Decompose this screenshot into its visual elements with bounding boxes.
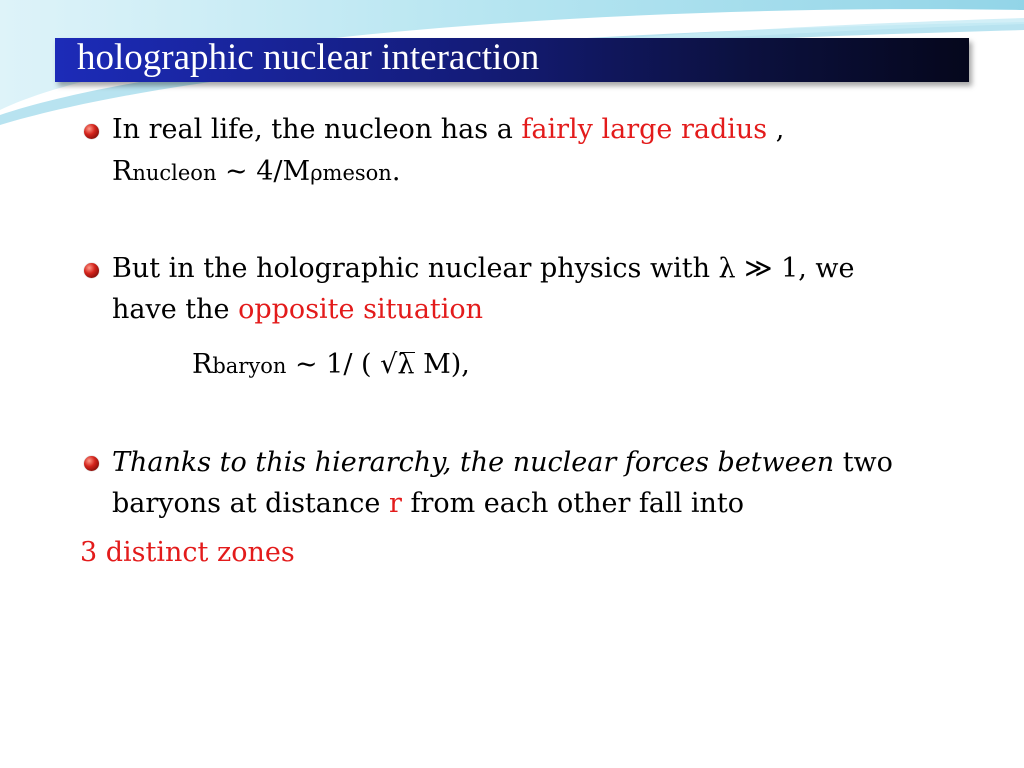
sqrt-lambda: [380, 349, 414, 381]
bullet3-text: two: [834, 447, 893, 478]
bullet2-line1: But in the holographic nuclear physics with λ ≫ 1, we: [112, 253, 855, 284]
bullet3-italic-text: Thanks to this hierarchy, the nuclear forces between: [112, 447, 835, 478]
bullet1-text: In real life, the nucleon has a: [112, 114, 522, 145]
bullet1-comma: ,: [767, 114, 785, 145]
bullet2-line2: [112, 294, 483, 326]
nucleon-radius-symbol: R: [112, 156, 133, 187]
bullet3-line1: [112, 447, 893, 479]
slide-title: holographic nuclear interaction: [77, 37, 540, 78]
bullet-icon: [84, 124, 99, 139]
baryon-formula-end: M),: [414, 349, 470, 380]
bullet1-highlight: fairly large radius: [521, 114, 768, 145]
nucleon-subscript: nucleon: [132, 161, 217, 185]
bullet-icon: [84, 456, 99, 471]
formula-period: .: [391, 156, 401, 187]
lambda-symbol: λ: [397, 349, 415, 380]
bullet2-highlight: opposite situation: [238, 294, 484, 325]
bullet-icon: [84, 263, 99, 278]
bullet1-line1: [112, 114, 784, 146]
sqrt-icon: √: [380, 349, 398, 380]
baryon-radius-symbol: R: [192, 349, 213, 380]
distance-r-highlight: r: [388, 488, 402, 519]
distinct-zones-text: 3 distinct zones: [80, 537, 295, 568]
bullet3-line2: [112, 488, 744, 520]
nucleon-formula: ~ 4/M: [216, 156, 311, 187]
bullet2-text: have the: [112, 294, 239, 325]
rho-meson-subscript: ρmeson: [310, 161, 392, 185]
baryon-formula: ~ 1/ (: [286, 349, 381, 380]
title-bar: [55, 38, 969, 82]
baryon-subscript: baryon: [212, 354, 287, 378]
bullet3-text-b: from each other fall into: [401, 488, 745, 519]
baryon-radius-formula: [192, 349, 470, 382]
bullet1-line2: [112, 156, 400, 189]
bullet3-text-a: baryons at distance: [112, 488, 389, 519]
